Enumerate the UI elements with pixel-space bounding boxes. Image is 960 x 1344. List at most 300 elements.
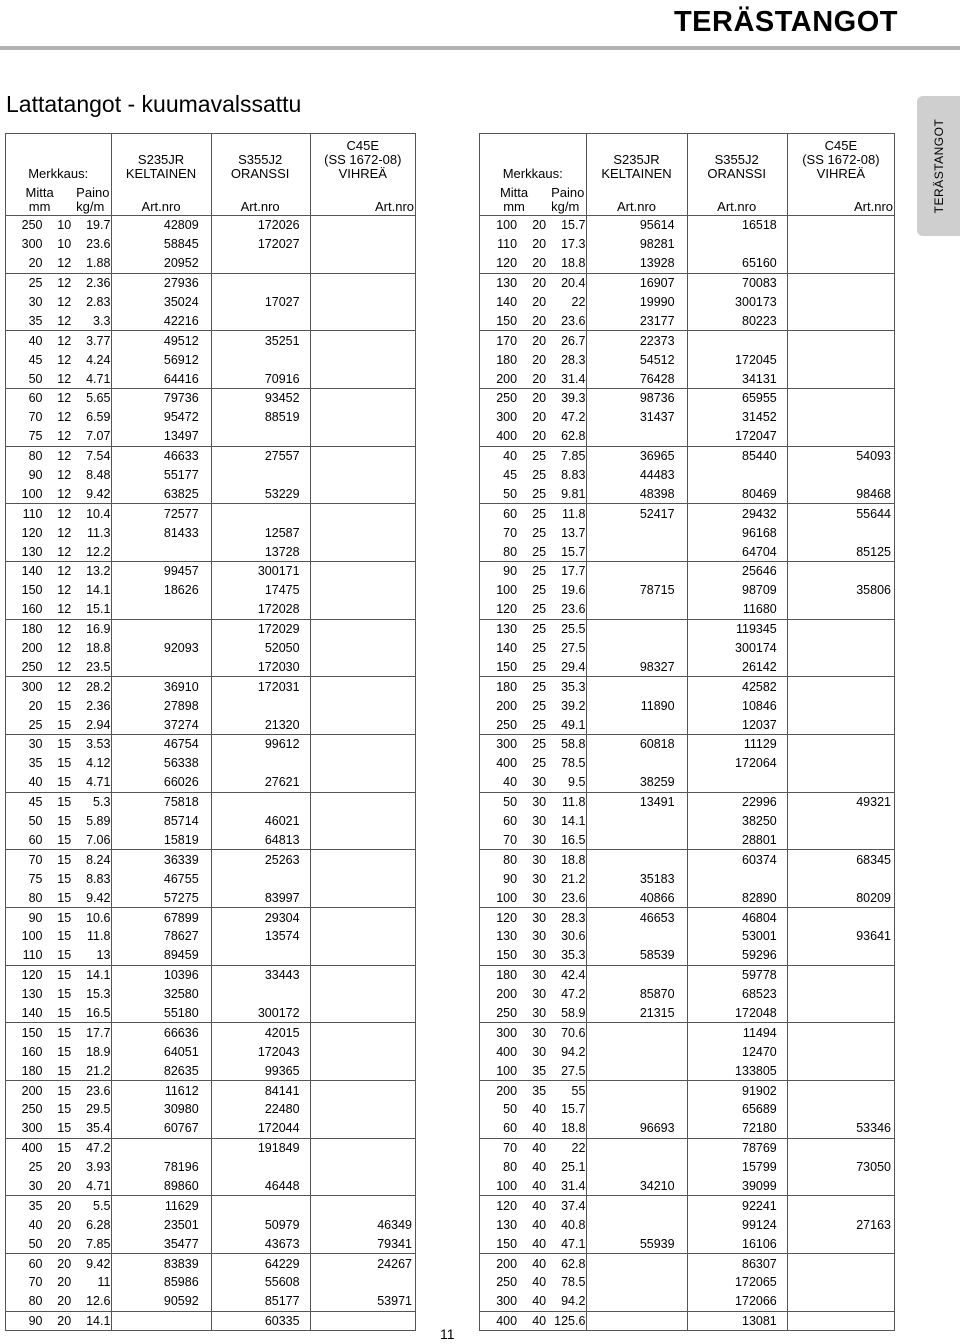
table-cell: 26142 xyxy=(742,659,777,674)
table-cell: 92093 xyxy=(163,641,199,656)
table-cell xyxy=(787,427,895,446)
s235-artnro: Art.nro xyxy=(586,184,686,216)
table-cell: 99612 xyxy=(211,735,310,754)
table-cell: 172026 xyxy=(257,218,300,233)
table-cell: 2.36 xyxy=(74,273,111,292)
table-cell: 180 xyxy=(5,619,47,638)
table-cell: 7.06 xyxy=(86,832,111,847)
table-cell: 60374 xyxy=(687,850,787,869)
table-cell: 110 xyxy=(5,504,47,523)
table-cell xyxy=(787,1196,895,1215)
table-cell: 160 xyxy=(21,602,43,617)
table-cell: 15 xyxy=(57,698,72,713)
table-cell xyxy=(310,754,416,773)
section-title: Lattatangot - kuumavalssattu xyxy=(6,91,302,117)
table-cell: 25 xyxy=(532,717,547,732)
table-cell: 78715 xyxy=(639,583,675,598)
table-cell: 15 xyxy=(57,890,72,905)
table-cell: 68523 xyxy=(742,987,777,1002)
table-cell: 42015 xyxy=(211,1023,310,1042)
table-cell: 12 xyxy=(57,295,72,309)
table-cell: 20 xyxy=(532,256,547,271)
table-cell: 28801 xyxy=(742,832,777,847)
table-cell xyxy=(787,1004,895,1023)
table-cell: 6.59 xyxy=(86,410,111,425)
table-cell: 20 xyxy=(57,1160,72,1175)
table-cell: 15799 xyxy=(742,1160,777,1175)
table-cell: 35251 xyxy=(211,331,310,350)
table-cell: 55180 xyxy=(163,1005,199,1020)
table-cell: 85986 xyxy=(163,1275,199,1290)
table-cell: 11.8 xyxy=(549,792,586,811)
table-cell: 12 xyxy=(57,313,72,328)
table-cell: 180 xyxy=(479,677,521,696)
table-cell xyxy=(787,389,895,408)
table-cell: 22996 xyxy=(687,792,787,811)
table-cell: 400 xyxy=(496,429,518,444)
table-cell xyxy=(310,331,416,350)
table-cell: 35.4 xyxy=(86,1121,111,1136)
table-cell: 2.36 xyxy=(86,698,111,713)
table-cell: 15 xyxy=(47,965,75,984)
table-cell: 15.7 xyxy=(561,1102,586,1117)
table-cell xyxy=(310,619,416,638)
table-cell: 300 xyxy=(21,237,43,252)
table-cell: 60 xyxy=(5,1254,47,1273)
table-cell: 40 xyxy=(532,1121,547,1136)
table-cell: 12 xyxy=(47,331,75,350)
table-cell: 25 xyxy=(532,583,547,598)
table-cell: 42.4 xyxy=(549,965,586,984)
table-cell: 11129 xyxy=(687,735,787,754)
c45-header xyxy=(787,133,895,184)
column-divider xyxy=(211,133,212,1331)
table-cell: 7.07 xyxy=(86,429,111,444)
table-cell: 300174 xyxy=(735,641,777,656)
table-cell: 67899 xyxy=(111,908,210,927)
table-cell: 30 xyxy=(521,1023,549,1042)
table-cell: 86307 xyxy=(687,1254,787,1273)
table-cell: 9.42 xyxy=(86,890,111,905)
table-cell xyxy=(310,523,416,542)
table-cell: 64229 xyxy=(211,1254,310,1273)
table-cell: 70 xyxy=(479,1138,521,1157)
table-cell xyxy=(111,1311,210,1330)
table-cell: 12 xyxy=(47,273,75,292)
table-cell: 12 xyxy=(57,371,72,386)
c45-line1: C45E xyxy=(824,138,858,153)
table-cell: 58845 xyxy=(163,237,199,252)
table-cell: 79341 xyxy=(377,1236,412,1251)
table-cell: 39099 xyxy=(742,1178,777,1193)
table-cell: 45 xyxy=(503,468,518,483)
table-cell: 36910 xyxy=(111,677,210,696)
table-cell xyxy=(211,273,310,292)
s355-line2: ORANSSI xyxy=(707,166,766,181)
table-cell xyxy=(310,408,416,427)
table-cell xyxy=(687,773,787,792)
table-cell: 92241 xyxy=(687,1196,787,1215)
table-cell: 400 xyxy=(5,1138,47,1157)
table-cell: 29304 xyxy=(211,908,310,927)
table-cell: 45 xyxy=(28,352,43,367)
table-cell: 20.4 xyxy=(549,273,586,292)
table-cell: 20 xyxy=(521,389,549,408)
s355-line1: S355J2 xyxy=(238,152,283,167)
table-cell: 56912 xyxy=(163,352,199,367)
table-cell: 120 xyxy=(496,256,518,271)
table-cell xyxy=(787,1254,895,1273)
table-cell xyxy=(310,235,416,254)
table-cell: 20 xyxy=(47,1196,75,1215)
table-cell: 49.1 xyxy=(561,717,586,732)
table-cell xyxy=(787,1292,895,1311)
table-cell: 80 xyxy=(28,1294,43,1309)
table-cell xyxy=(787,1138,895,1157)
table-cell: 30 xyxy=(532,948,547,963)
table-cell xyxy=(586,812,686,831)
table-cell xyxy=(310,446,416,465)
table-cell: 4.71 xyxy=(86,1178,111,1193)
table-cell: 200 xyxy=(5,1081,47,1100)
table-cell: 98468 xyxy=(856,486,891,501)
table-cell: 20 xyxy=(521,331,549,350)
table-cell: 23.6 xyxy=(74,1081,111,1100)
table-cell xyxy=(586,850,686,869)
table-cell: 15 xyxy=(57,832,72,847)
table-cell: 20 xyxy=(57,1178,72,1193)
table-cell: 18.8 xyxy=(86,641,111,656)
table-cell: 25 xyxy=(28,1160,43,1175)
table-cell: 172048 xyxy=(735,1005,777,1020)
table-cell xyxy=(586,754,686,773)
table-cell: 15 xyxy=(57,756,72,771)
table-cell xyxy=(687,331,787,350)
table-cell: 11680 xyxy=(742,602,777,617)
table-cell: 12 xyxy=(57,602,72,617)
table-cell: 23.6 xyxy=(561,313,586,328)
table-cell xyxy=(586,600,686,619)
table-cell xyxy=(586,1215,686,1234)
table-cell: 35024 xyxy=(163,295,199,309)
table-cell: 60 xyxy=(503,814,518,829)
table-cell: 29432 xyxy=(687,504,787,523)
table-cell: 55 xyxy=(549,1081,586,1100)
table-cell: 27.5 xyxy=(561,641,586,656)
table-cell: 15 xyxy=(47,908,75,927)
table-cell: 3.53 xyxy=(74,735,111,754)
table-cell: 1.88 xyxy=(86,256,111,271)
table-cell: 20 xyxy=(57,1275,72,1290)
table-cell xyxy=(310,1119,416,1138)
table-cell: 140 xyxy=(5,562,47,581)
table-cell: 85714 xyxy=(163,814,199,829)
table-cell: 17475 xyxy=(264,583,300,598)
table-cell xyxy=(310,1023,416,1042)
table-cell: 21315 xyxy=(639,1005,675,1020)
table-cell: 40 xyxy=(28,1217,43,1232)
table-cell: 20 xyxy=(532,218,547,233)
table-cell: 191849 xyxy=(211,1138,310,1157)
table-cell: 12 xyxy=(47,389,75,408)
table-cell xyxy=(310,600,416,619)
table-cell: 55939 xyxy=(639,1236,675,1251)
table-cell: 172064 xyxy=(735,756,777,771)
table-cell xyxy=(586,523,686,542)
table-cell: 25 xyxy=(5,273,47,292)
table-cell: 99365 xyxy=(264,1063,300,1078)
table-cell: 50 xyxy=(479,792,521,811)
table-cell xyxy=(586,1311,686,1330)
table-cell xyxy=(787,1042,895,1061)
table-cell: 54093 xyxy=(787,446,895,465)
table-cell: 3.93 xyxy=(86,1160,111,1175)
table-cell: 11.3 xyxy=(87,525,111,540)
table-cell xyxy=(310,466,416,485)
table-cell: 40 xyxy=(532,1160,547,1175)
s235-header xyxy=(586,133,686,184)
table-cell: 93641 xyxy=(856,929,891,944)
table-cell: 172045 xyxy=(735,352,777,367)
table-cell: 30 xyxy=(28,1178,43,1193)
table-cell xyxy=(787,1081,895,1100)
table-cell: 34210 xyxy=(639,1178,675,1193)
table-cell: 14.1 xyxy=(561,814,586,829)
table-cell: 90592 xyxy=(163,1294,199,1309)
table-cell xyxy=(211,504,310,523)
table-cell xyxy=(586,1061,686,1080)
table-cell: 172027 xyxy=(257,237,300,252)
table-cell: 98709 xyxy=(742,583,777,598)
table-cell: 63825 xyxy=(163,486,199,501)
table-cell: 4.12 xyxy=(86,756,111,771)
table-cell: 40 xyxy=(479,446,521,465)
table-cell: 85177 xyxy=(264,1294,300,1309)
table-cell: 27898 xyxy=(163,698,199,713)
table-cell: 300171 xyxy=(211,562,310,581)
table-cell: 180 xyxy=(21,1063,43,1078)
table-cell: 8.24 xyxy=(74,850,111,869)
table-cell: 31437 xyxy=(639,410,675,425)
table-cell: 12 xyxy=(57,410,72,425)
c45-line2: (SS 1672-08) xyxy=(802,152,880,167)
table-cell: 79736 xyxy=(111,389,210,408)
table-cell xyxy=(310,869,416,888)
table-cell xyxy=(687,869,787,888)
table-cell: 40 xyxy=(521,1196,549,1215)
table-cell: 64813 xyxy=(264,832,300,847)
table-cell: 9.5 xyxy=(568,775,586,790)
table-cell: 30 xyxy=(5,735,47,754)
table-cell xyxy=(787,331,895,350)
table-cell: 30 xyxy=(532,1005,547,1020)
table-cell: 27.5 xyxy=(561,1063,586,1078)
table-cell: 9.81 xyxy=(561,486,586,501)
table-cell: 13081 xyxy=(687,1311,787,1330)
table-cell: 400 xyxy=(496,756,518,771)
s235-line2: KELTAINEN xyxy=(601,166,672,181)
table-cell: 90 xyxy=(503,871,518,886)
table-cell: 250 xyxy=(21,218,43,233)
table-cell xyxy=(211,754,310,773)
table-cell: 150 xyxy=(496,313,518,328)
table-cell: 53229 xyxy=(264,486,300,501)
table-cell: 200 xyxy=(21,641,43,656)
table-cell: 100 xyxy=(496,218,518,233)
table-cell: 250 xyxy=(496,1275,518,1290)
table-cell: 78627 xyxy=(163,929,199,944)
table-cell: 120 xyxy=(5,965,47,984)
table-cell xyxy=(787,350,895,369)
table-cell xyxy=(787,254,895,273)
table-cell: 150 xyxy=(496,659,518,674)
table-cell: 125.6 xyxy=(549,1311,586,1330)
table-cell: 99124 xyxy=(742,1217,777,1232)
table-cell: 22480 xyxy=(264,1102,300,1117)
table-cell: 15 xyxy=(57,1102,72,1117)
table-cell: 31452 xyxy=(742,410,777,425)
table-cell xyxy=(787,639,895,658)
table-cell: 35477 xyxy=(163,1236,199,1251)
table-cell: 30 xyxy=(532,775,547,790)
table-cell: 250 xyxy=(496,717,518,732)
table-cell: 18.8 xyxy=(561,256,586,271)
table-cell: 15 xyxy=(47,850,75,869)
table-cell xyxy=(310,369,416,388)
table-cell: 5.65 xyxy=(74,389,111,408)
table-cell: 20 xyxy=(521,273,549,292)
table-cell xyxy=(787,831,895,850)
table-cell: 250 xyxy=(21,1102,43,1117)
table-cell: 15 xyxy=(57,1121,72,1136)
table-cell xyxy=(310,293,416,312)
table-cell xyxy=(211,427,310,446)
table-cell xyxy=(787,1311,895,1330)
table-cell: 49512 xyxy=(111,331,210,350)
table-cell: 85125 xyxy=(856,544,891,559)
table-cell: 172029 xyxy=(211,619,310,638)
table-cell: 13497 xyxy=(163,429,199,444)
table-cell: 48398 xyxy=(639,486,675,501)
table-cell xyxy=(310,657,416,676)
table-cell: 2.94 xyxy=(86,717,111,732)
table-cell: 26.7 xyxy=(549,331,586,350)
table-cell: 31.4 xyxy=(561,371,586,386)
table-cell: 11 xyxy=(97,1275,111,1290)
table-cell xyxy=(787,273,895,292)
table-cell xyxy=(310,542,416,561)
table-cell: 85440 xyxy=(687,446,787,465)
table-cell: 40 xyxy=(532,1236,547,1251)
table-cell xyxy=(586,562,686,581)
table-cell: 25 xyxy=(521,504,549,523)
s355-header xyxy=(211,133,310,184)
table-cell: 60767 xyxy=(163,1121,199,1136)
mitta-header xyxy=(5,184,74,216)
table-cell: 90 xyxy=(28,468,43,483)
table-cell xyxy=(787,293,895,312)
table-cell xyxy=(310,831,416,850)
table-cell: 60818 xyxy=(586,735,686,754)
table-cell: 25 xyxy=(521,446,549,465)
table-cell: 4.24 xyxy=(86,352,111,367)
table-cell: 25.5 xyxy=(549,619,586,638)
table-cell: 15 xyxy=(57,717,72,732)
table-cell xyxy=(586,1158,686,1177)
table-cell: 10396 xyxy=(111,965,210,984)
table-cell: 130 xyxy=(479,619,521,638)
table-cell: 12 xyxy=(47,619,75,638)
table-cell: 47.2 xyxy=(561,410,586,425)
table-cell: 14.1 xyxy=(74,965,111,984)
s235-line1: S235JR xyxy=(613,152,660,167)
table-cell: 16.5 xyxy=(86,1005,111,1020)
table-cell: 12 xyxy=(57,429,72,444)
table-cell: 59296 xyxy=(742,948,777,963)
table-cell: 3.77 xyxy=(74,331,111,350)
table-cell: 17.3 xyxy=(561,237,586,252)
table-cell: 20 xyxy=(47,1254,75,1273)
mm-label: mm xyxy=(503,199,525,214)
table-cell: 75818 xyxy=(111,792,210,811)
table-cell: 19.6 xyxy=(561,583,586,598)
kgm-label: kg/m xyxy=(551,199,580,214)
table-cell: 89459 xyxy=(163,948,199,963)
table-cell: 12 xyxy=(57,468,72,483)
table-cell: 53971 xyxy=(377,1294,412,1309)
table-cell: 28.2 xyxy=(74,677,111,696)
table-cell: 28.3 xyxy=(549,908,586,927)
c45-line2: (SS 1672-08) xyxy=(324,152,402,167)
table-cell: 35 xyxy=(28,313,43,328)
table-cell xyxy=(586,965,686,984)
table-cell xyxy=(787,1100,895,1119)
table-cell: 32580 xyxy=(163,987,199,1002)
table-cell: 250 xyxy=(496,1005,518,1020)
table-cell: 80 xyxy=(479,850,521,869)
table-cell: 40 xyxy=(532,1102,547,1117)
table-cell xyxy=(310,1311,416,1330)
table-cell xyxy=(787,1177,895,1196)
table-cell: 110 xyxy=(22,948,43,963)
table-cell: 4.71 xyxy=(86,371,111,386)
table-cell: 95472 xyxy=(163,410,199,425)
table-cell: 133805 xyxy=(735,1063,777,1078)
table-cell: 68345 xyxy=(787,850,895,869)
table-cell: 9.42 xyxy=(74,1254,111,1273)
table-cell: 15 xyxy=(57,1063,72,1078)
table-cell: 55644 xyxy=(787,504,895,523)
table-cell: 300 xyxy=(479,735,521,754)
table-cell: 140 xyxy=(21,1005,43,1020)
table-cell xyxy=(787,235,895,254)
table-cell: 50 xyxy=(28,814,43,829)
table-cell xyxy=(586,1042,686,1061)
table-cell: 60 xyxy=(5,389,47,408)
table-cell: 56338 xyxy=(163,756,199,771)
side-tab xyxy=(917,96,960,236)
s355-header xyxy=(687,133,787,184)
table-cell: 50 xyxy=(503,486,518,501)
table-cell xyxy=(787,1061,895,1080)
table-cell: 89860 xyxy=(163,1178,199,1193)
table-cell: 15 xyxy=(57,1044,72,1059)
table-cell xyxy=(586,1254,686,1273)
table-cell: 53001 xyxy=(742,929,777,944)
table-cell: 150 xyxy=(496,1236,518,1251)
table-cell: 53346 xyxy=(856,1121,891,1136)
table-cell: 35 xyxy=(532,1063,547,1078)
